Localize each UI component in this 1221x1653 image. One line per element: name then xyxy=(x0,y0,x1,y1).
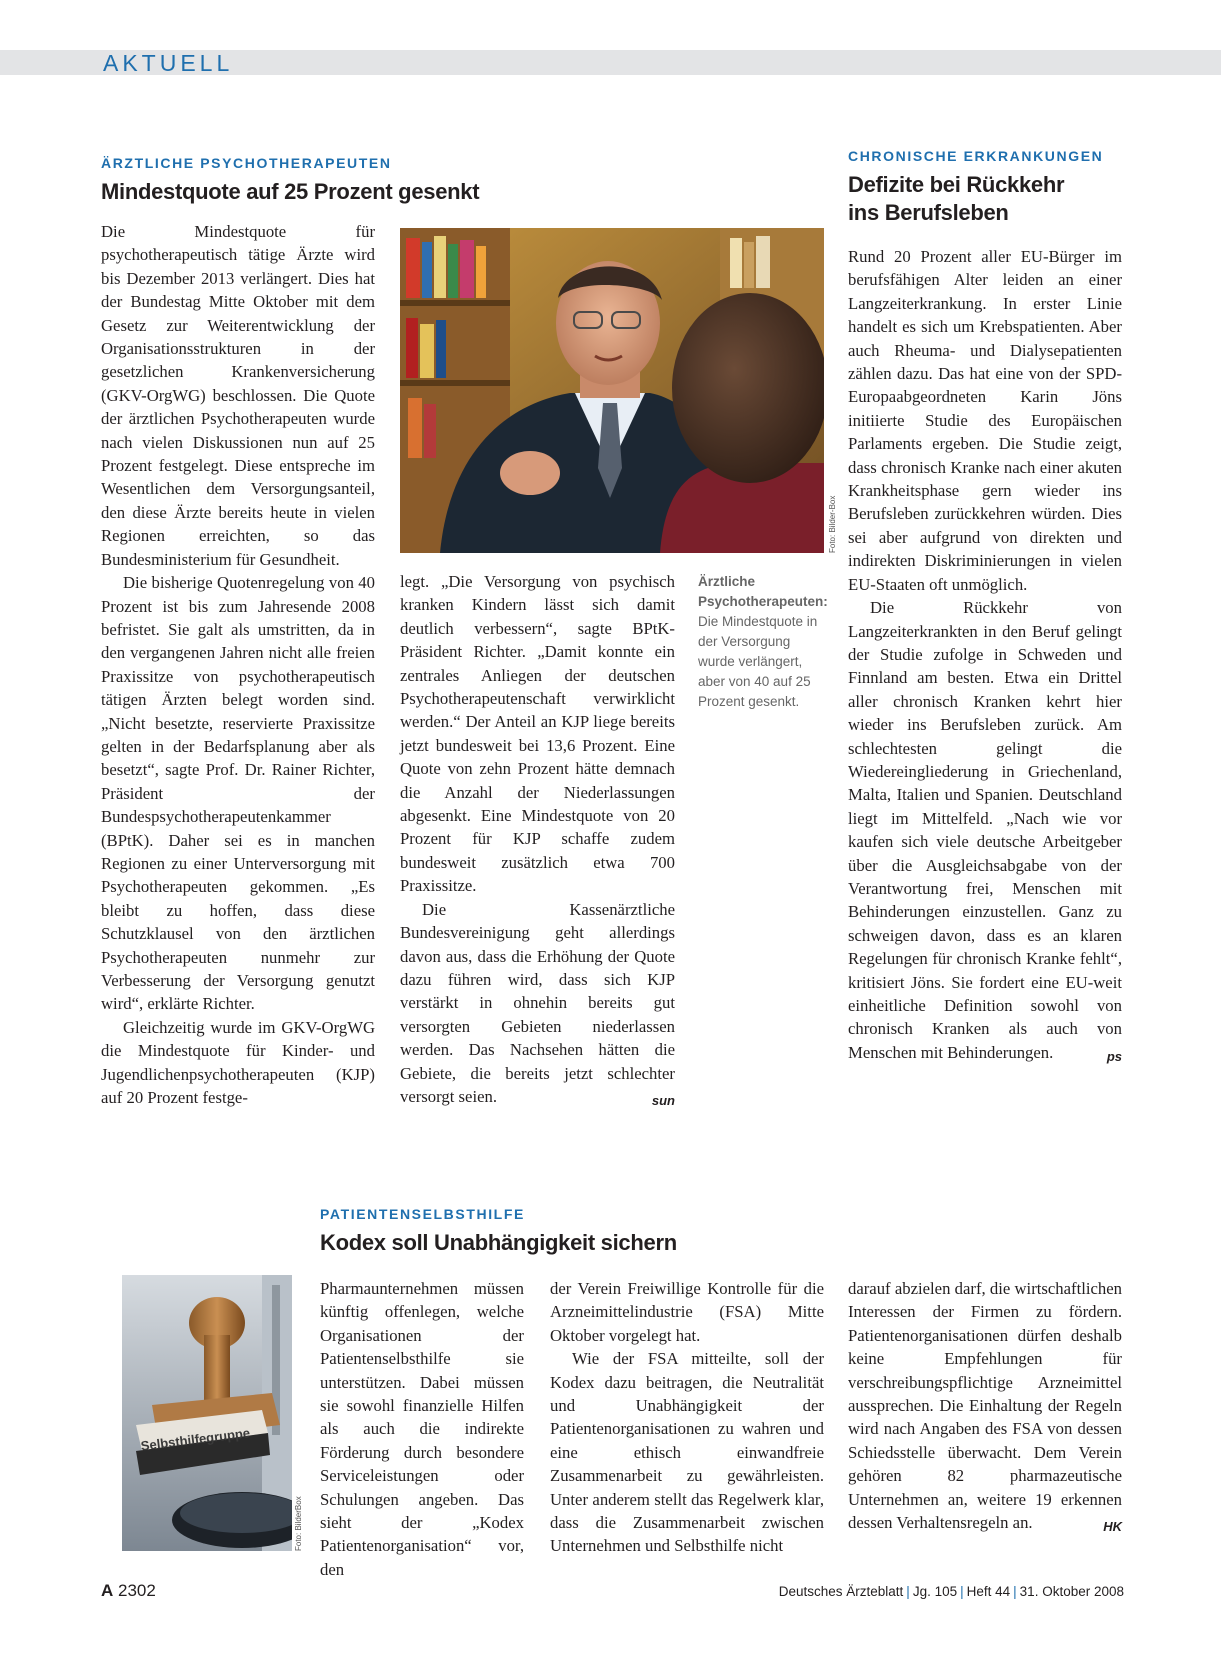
article3-photo xyxy=(122,1275,292,1551)
journal-date: 31. Oktober 2008 xyxy=(1019,1584,1124,1599)
page-number-value: 2302 xyxy=(118,1581,156,1600)
paragraph xyxy=(848,1277,1122,1534)
consultation-photo-illustration xyxy=(400,228,824,553)
article2-byline: ps xyxy=(1106,1048,1122,1064)
article3-kicker: PATIENTENSELBSTHILFE xyxy=(320,1206,525,1222)
article1-photo xyxy=(400,228,824,553)
page-prefix: A xyxy=(101,1581,114,1600)
stamp-label: Selbsthilfegruppe xyxy=(139,1425,251,1454)
article3-column-2 xyxy=(550,1277,824,1558)
article1-photo-credit: Foto: Bilder-Box xyxy=(828,495,837,553)
caption-lead: Ärztliche Psychotherapeuten: xyxy=(698,574,828,609)
article1-column-2 xyxy=(400,570,675,1112)
article1-headline: Mindestquote auf 25 Prozent gesenkt xyxy=(101,179,480,204)
paragraph-text: Die Rückkehr von Langzeiterkrankten in den Beruf gelingt der Studie zufolge in Schweden und Finnland am besten. Etwa ein Drittel aller chronisch Kranken kehrt hier wieder ins Berufsleben zurück. Am schlechtesten gelingt die Wiedereingliederung in Griechenland, Malta, Italien und Spanien. Deutschland liegt im Mittelfeld. „Nach wie vor kaufen sich viele deutsche Arbeitgeber über die Ausgleichsabgabe von der Verantwortung frei, Menschen mit Behinderungen einzustellen. Ganz zu schweigen davon, dass es an klaren Regelungen für chronisch Kranke fehlt“, kritisiert Jöns. Sie fordert eine EU-weit einheitliche Definition sowohl von chronisch Kranken als auch von Menschen mit Behinderungen. xyxy=(848,598,1122,1062)
page-number xyxy=(101,1581,156,1601)
article1-byline: sun xyxy=(651,1092,675,1108)
article2-column xyxy=(848,245,1122,1068)
article1-kicker: ÄRZTLICHE PSYCHOTHERAPEUTEN xyxy=(101,155,392,171)
article1-column-1 xyxy=(101,220,375,1109)
separator: | xyxy=(960,1584,964,1599)
paragraph: Pharmaunternehmen müssen künftig offenlegen, welche Organisationen der Patientenselbsthilfe sie unterstützen. Dabei müssen sie sowohl finanzielle Hilfen als auch die indirekte Förderung durch besondere Serviceleistungen oder Schulungen angeben. Das sieht der „Kodex Patientenorganisation“ vor, den xyxy=(320,1279,524,1579)
article3-photo-credit: Foto: BilderBox xyxy=(294,1496,303,1551)
headline-line: Defizite bei Rückkehr xyxy=(848,172,1065,197)
paragraph xyxy=(400,898,675,1109)
journal-name: Deutsches Ärzteblatt xyxy=(778,1584,904,1599)
stamp-photo-illustration xyxy=(122,1275,292,1551)
paragraph: Die bisherige Quotenregelung von 40 Prozent ist bis zum Jahresende 2008 befristet. Sie galt als umstritten, da in den vergangenen Jahren nicht alle freien Praxissitze von psychotherapeutisch tätigen Ärzten belegt worden sind. „Nicht besetzte, reservierte Praxissitze gelten in der Bedarfsplanung aber als besetzt“, sagte Prof. Dr. Rainer Richter, Präsident der Bundespsychotherapeutenkammer (BPtK). Daher sei es in manchen Regionen zu einer Unterversorgung mit Psychotherapeuten gekommen. „Es bleibt zu hoffen, dass diese Schutzklausel von den ärztlichen Psychotherapeuten nunmehr zur Verbesserung der Versorgung genutzt wird“, erklärte Richter. xyxy=(101,573,375,1014)
caption-text: Die Mindestquote in der Versorgung wurde verlängert, aber von 40 auf 25 Prozent gesenkt. xyxy=(698,614,818,709)
paragraph: Die Mindestquote für psychotherapeutisch tätige Ärzte wird bis Dezember 2013 verlängert. Dies hat der Bundestag Mitte Oktober mit dem Gesetz zur Weiterentwicklung der Organisationsstrukturen in der gesetzlichen Krankenversicherung (GKV-OrgWG) beschlossen. Die Quote der ärztlichen Psychotherapeuten wurde nach vielen Diskussionen nun auf 25 Prozent festgelegt. Diese entspreche im Wesentlichen dem Versorgungsanteil, den diese Ärzte bereits heute in vielen Regionen erreichten, so das Bundesministerium für Gesundheit. xyxy=(101,222,375,569)
headline-line: ins Berufsleben xyxy=(848,200,1009,225)
paragraph: legt. „Die Versorgung von psychisch kranken Kindern lässt sich damit deutlich verbessern“, sagte BPtK-Präsident Richter. „Damit konnte ein zentrales Anliegen der deutschen Psychotherapeutenschaft verwirklicht werden.“ Der Anteil an KJP liege bereits jetzt bundesweit bei 13,6 Prozent. Eine Quote von zehn Prozent hätte demnach die Anzahl der Niederlassungen abgesenkt. Eine Mindestquote von 20 Prozent für KJP schaffe zudem bundesweit zusätzlich etwa 700 Praxissitze. xyxy=(400,572,675,896)
paragraph-text: Die Kassenärztliche Bundesvereinigung geht allerdings davon aus, dass die Erhöhung der Quote dazu führen wird, dass sich KJP verstärkt in ohnehin bereits gut versorgten Gebieten niederlassen werden. Das Nachsehen hätten die Gebiete, die bereits jetzt schlechter versorgt seien. xyxy=(400,899,675,1106)
paragraph: Gleichzeitig wurde im GKV-OrgWG die Mindestquote für Kinder- und Jugendlichenpsychotherapeuten (KJP) auf 20 Prozent festge- xyxy=(101,1017,375,1108)
separator: | xyxy=(906,1584,910,1599)
article3-column-3 xyxy=(848,1277,1122,1538)
article3-column-1 xyxy=(320,1277,524,1581)
article1-caption xyxy=(698,572,828,712)
paragraph: der Verein Freiwillige Kontrolle für die Arzneimittelindustrie (FSA) Mitte Oktober vorgelegt hat. xyxy=(550,1279,824,1345)
journal-info xyxy=(779,1584,1124,1599)
paragraph xyxy=(848,596,1122,1064)
journal-issue: Heft 44 xyxy=(966,1584,1011,1599)
journal-volume: Jg. 105 xyxy=(912,1584,958,1599)
paragraph: Wie der FSA mitteilte, soll der Kodex dazu beitragen, die Neutralität und Unabhängigkeit der Patientenorganisationen zu wahren und eine ethisch einwandfreie Zusammenarbeit zu gewährleisten. Unter anderem stellt das Regelwerk klar, dass die Zusammenarbeit zwischen Unternehmen und Selbsthilfe nicht xyxy=(550,1349,824,1556)
paragraph-text: darauf abzielen darf, die wirtschaftlichen Interessen der Firmen zu fördern. Patientenorganisationen dürfen deshalb keine Empfehlungen für verschreibungspflichtige Arzneimittel aussprechen. Die Einhaltung der Regeln wird nach Angaben des FSA von dessen Schiedsstelle überwacht. Dem Verein gehören 82 pharmazeutische Unternehmen an, weitere 19 erkennen dessen Verhaltensregeln an. xyxy=(848,1279,1122,1533)
article3-headline: Kodex soll Unabhängigkeit sichern xyxy=(320,1230,677,1255)
separator: | xyxy=(1013,1584,1017,1599)
article3-byline: HK xyxy=(1103,1519,1122,1535)
article2-kicker: CHRONISCHE ERKRANKUNGEN xyxy=(848,148,1104,164)
article2-headline xyxy=(848,171,1064,227)
section-label: AKTUELL xyxy=(103,50,234,76)
paragraph: Rund 20 Prozent aller EU-Bürger im berufsfähigen Alter leiden an einer Langzeiterkrankung. In erster Linie handelt es sich um Krebspatienten. Aber auch Rheuma- und Dialysepatienten zählen dazu. Das hat eine von der SPD-Europaabgeordneten Karin Jöns initiierte Studie des Europäischen Parlaments ergeben. Die Studie zeigt, dass chronisch Kranke nach einer akuten Krankheitsphase gern wieder ins Berufsleben zurückkehren würden. Dies sei aber aufgrund von direkten und indirekten Diskriminierungen in vielen EU-Staaten oft unmöglich. xyxy=(848,247,1122,594)
